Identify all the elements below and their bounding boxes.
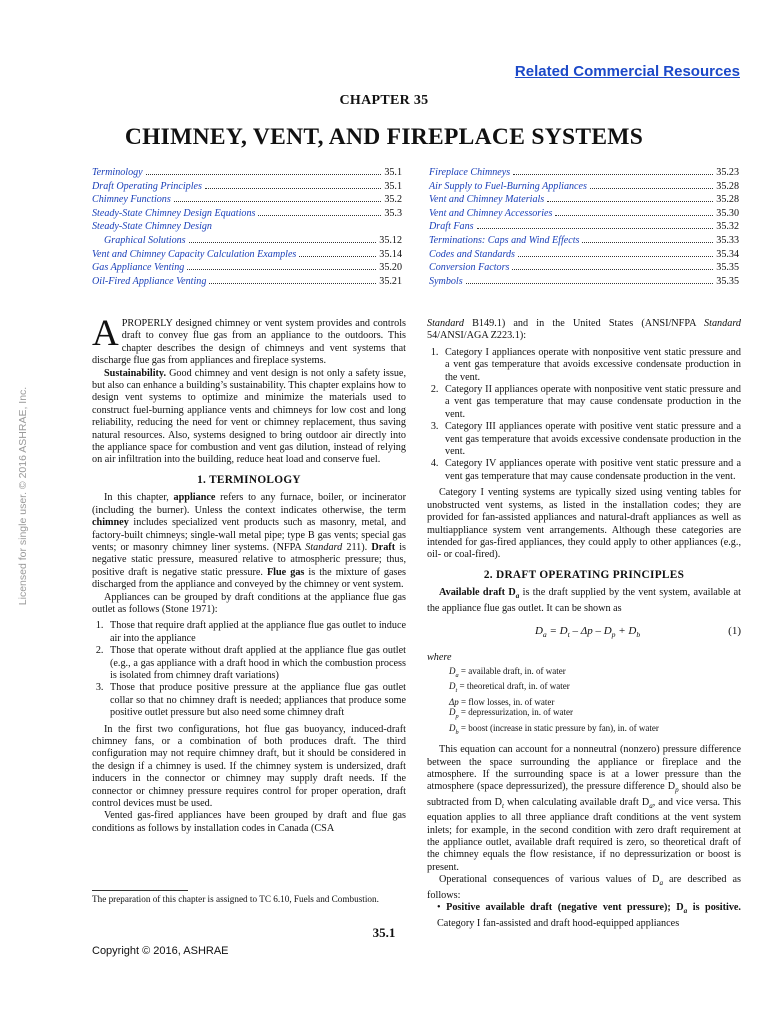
toc-entry-label: Graphical Solutions bbox=[104, 234, 186, 246]
related-commercial-resources-link[interactable]: Related Commercial Resources bbox=[514, 63, 740, 80]
toc-leader-dots bbox=[205, 188, 381, 189]
toc-leader-dots bbox=[258, 215, 381, 216]
toc-entry-page: 35.20 bbox=[379, 262, 402, 274]
toc-leader-dots bbox=[513, 174, 713, 175]
toc-entry-label: Chimney Functions bbox=[92, 194, 171, 206]
toc-entry-label: Vent and Chimney Materials bbox=[429, 194, 545, 206]
toc-entry-page: 35.3 bbox=[384, 207, 402, 219]
chapter-label: CHAPTER 35 bbox=[339, 93, 429, 108]
toc-entry[interactable] bbox=[429, 261, 739, 275]
toc-entry-label: Steady-State Chimney Design Equations bbox=[92, 207, 256, 219]
configuration-item: 1. Those that require draft applied at the appliance flue gas outlet to induce air into the appliance bbox=[106, 620, 406, 645]
body-right-column bbox=[427, 318, 741, 930]
license-watermark: Licensed for single user. © 2016 ASHRAE, Inc. bbox=[17, 386, 29, 606]
toc-entry[interactable] bbox=[92, 234, 402, 248]
toc-entry-page: 35.1 bbox=[384, 180, 402, 192]
toc-leader-dots bbox=[582, 242, 713, 243]
toc-entry-page: 35.1 bbox=[384, 167, 402, 178]
toc-entry[interactable] bbox=[429, 193, 739, 207]
toc-leader-dots bbox=[590, 188, 713, 189]
toc-entry-page: 35.34 bbox=[716, 248, 739, 260]
toc-entry-label: Air Supply to Fuel-Burning Appliances bbox=[429, 180, 587, 192]
intro-text: PROPERLY designed chimney or vent system provides and controls draft to convey flue gas from an appliance to the outdoors. This chapter describes the design of chimneys and vent systems that discharge flue gas from appliances and fireplace systems. bbox=[92, 318, 406, 367]
toc-entry[interactable] bbox=[92, 193, 402, 207]
toc-entry-label: Codes and Standards bbox=[429, 248, 515, 260]
toc-entry[interactable] bbox=[429, 275, 739, 289]
equation-1 bbox=[427, 625, 741, 642]
equation-explanation-paragraph: This equation can account for a nonneutral (nonzero) pressure difference between the space surrounding the appliance or fireplace and the atmosphere. If the surrounding space is at a lower pressure than the atmosphere (space depressurized), the pressure difference $D_p$ should also be subtracted from $D_t$ when calculating available draft $D_a$, and vice versa. This equation applies to all three appliance draft conditions at the vent system inlets; for example, in the second condition with zero draft requirement at the appliance outlet, available draft required is zero, so theoretical draft of the chimney equals the flow resistance, if no depressurization or boost is present. bbox=[427, 744, 741, 873]
toc-entry-page: 35.30 bbox=[716, 207, 739, 219]
toc-entry-page: 35.23 bbox=[716, 167, 739, 178]
toc-entry[interactable] bbox=[429, 234, 739, 248]
equation-body: $D_a = D_t - \Delta p - D_p + D_b$ bbox=[534, 624, 641, 640]
toc-entry[interactable] bbox=[92, 248, 402, 262]
intro-paragraph bbox=[92, 313, 406, 368]
toc-entry-page: 35.28 bbox=[716, 180, 739, 192]
available-draft-paragraph: Available draft $D_a$ is the draft supplied by the vent system, available at the appliance flue gas outlet. It can be shown as bbox=[427, 587, 741, 614]
toc-entry-page: 35.12 bbox=[379, 234, 402, 246]
configuration-list bbox=[92, 620, 406, 719]
toc-entry[interactable] bbox=[92, 180, 402, 194]
toc-entry[interactable] bbox=[92, 166, 402, 180]
toc-entry-label: Conversion Factors bbox=[429, 262, 510, 274]
category-list bbox=[427, 347, 741, 483]
symbol-definition: $D_t$ = theoretical draft, in. of water bbox=[449, 681, 570, 695]
toc-leader-dots bbox=[555, 215, 713, 216]
toc-right-column bbox=[429, 166, 739, 288]
drop-cap: A bbox=[92, 313, 119, 354]
category-paragraph: Category I venting systems are typically sized using venting tables for unobstructed vent systems, as listed in the installation codes; they are provided for fan-assisted appliances and natural-draft appliances as well as multiappliance system vent arrangements. Although these categories are intended for gas-fired appliances, they could apply to other appliances (e.g., oil- or coal-fired). bbox=[427, 487, 741, 561]
toc-leader-dots bbox=[547, 201, 713, 202]
toc-left-column bbox=[92, 166, 402, 288]
category-item: 3. Category III appliances operate with positive vent static pressure and a vent gas temperature that avoids excessive condensate production in the vent. bbox=[441, 421, 741, 458]
category-item: 2. Category II appliances operate with nonpositive vent static pressure and a vent gas temperature that may cause condensate production in the vent. bbox=[441, 384, 741, 421]
toc-entry[interactable] bbox=[429, 180, 739, 194]
toc-entry[interactable] bbox=[429, 220, 739, 234]
toc-entry[interactable] bbox=[429, 207, 739, 221]
toc-entry-label: Vent and Chimney Capacity Calculation Examples bbox=[92, 248, 297, 260]
toc-entry-label: Steady-State Chimney Design bbox=[92, 221, 212, 233]
toc-entry-label: Symbols bbox=[429, 275, 463, 287]
toc-leader-dots bbox=[477, 228, 714, 229]
toc-entry-label: Draft Fans bbox=[429, 221, 474, 233]
toc-entry-page: 35.35 bbox=[716, 275, 739, 287]
toc-entry[interactable] bbox=[429, 248, 739, 262]
symbol-definition: $D_a$ = available draft, in. of water bbox=[449, 665, 566, 679]
toc-entry-label: Terminations: Caps and Wind Effects bbox=[429, 234, 580, 246]
equation-number: (1) bbox=[728, 624, 741, 637]
toc-entry-page: 35.28 bbox=[716, 194, 739, 206]
page-number: 35.1 bbox=[372, 925, 396, 940]
footnote: The preparation of this chapter is assigned to TC 6.10, Fuels and Combustion. bbox=[92, 894, 379, 904]
toc-entry[interactable] bbox=[92, 261, 402, 275]
configuration-item: 2. Those that operate without draft applied at the appliance flue gas outlet (e.g., a gas appliance with a draft hood in which the combustion process is isolated from chimney draft variations) bbox=[106, 645, 406, 682]
toc-entry-page: 35.32 bbox=[716, 221, 739, 233]
sustainability-text: Good chimney and vent design is not only a safety issue, but also can enhance a building’s sustainability. This chapter explains how to design vent systems to optimize and minimize the materials used to construct fuel-burning appliance vents and chimneys for low cost and long reliability, reducing the need for vent or chimney replacement, thus saving natural resources. Also, systems designed to bring outdoor air directly into the appliance space for combustion and vent gas dilution, instead of relying on air infiltration into the building, reduce heat load and conserve fuel. bbox=[92, 367, 406, 466]
toc-entry-page: 35.2 bbox=[384, 194, 402, 206]
toc-entry[interactable] bbox=[429, 166, 739, 180]
configurations-paragraph: In the first two configurations, hot flue gas buoyancy, induced-draft chimney fans, or a combination of both produces draft. The third configuration may not require chimney draft, but it should be considered in the design if a chimney is used. If the chimney system is undersized, draft inducers in the connector or chimney may supply draft needs. If the connector or chimney pressure requires control for proper operation, draft control devices must be used. bbox=[92, 723, 406, 810]
page-title: CHIMNEY, VENT, AND FIREPLACE SYSTEMS bbox=[124, 124, 644, 150]
toc-entry-label: Vent and Chimney Accessories bbox=[429, 207, 553, 219]
symbol-definition: Δp = flow losses, in. of water bbox=[449, 696, 555, 707]
vented-appliances-paragraph: Vented gas-fired appliances have been grouped by draft and flue gas conditions as follows by installation codes in Canada (CSA bbox=[92, 810, 406, 834]
toc-entry[interactable] bbox=[92, 275, 402, 289]
symbol-definition: $D_p$ = depressurization, in. of water bbox=[449, 707, 573, 721]
toc-leader-dots bbox=[512, 269, 713, 270]
toc-entry-label: Oil-Fired Appliance Venting bbox=[92, 275, 207, 287]
toc-entry-page: 35.14 bbox=[379, 248, 402, 260]
toc-entry[interactable] bbox=[92, 207, 402, 221]
toc-entry-page: 35.33 bbox=[716, 234, 739, 246]
category-item: 1. Category I appliances operate with nonpositive vent static pressure and a vent gas temperature that avoids excessive condensate production in the vent. bbox=[441, 347, 741, 384]
section-heading-terminology: 1. TERMINOLOGY bbox=[197, 473, 301, 486]
where-label: where bbox=[427, 651, 452, 663]
symbol-definitions bbox=[427, 666, 741, 738]
codes-continuation: Standard B149.1) and in the United States (ANSI/NFPA Standard 54/ANSI/AGA Z223.1): bbox=[427, 318, 741, 342]
toc-leader-dots bbox=[146, 174, 382, 175]
toc-leader-dots bbox=[299, 256, 376, 257]
sustainability-label: Sustainability. bbox=[104, 367, 166, 379]
toc-entry-label: Draft Operating Principles bbox=[92, 180, 202, 192]
body-left-column bbox=[92, 313, 407, 835]
toc-entry-label: Gas Appliance Venting bbox=[92, 262, 185, 274]
section-heading-draft-principles: 2. DRAFT OPERATING PRINCIPLES bbox=[483, 568, 685, 581]
toc-leader-dots bbox=[209, 283, 376, 284]
footnote-rule bbox=[92, 890, 188, 891]
configuration-item: 3. Those that produce positive pressure at the appliance flue gas outlet collar so that no chimney draft is needed; appliances that produce some positive outlet pressure but also need some chimney draft bbox=[106, 682, 406, 719]
terminology-paragraph: In this chapter, appliance refers to any furnace, boiler, or incinerator (including the burner). Unless the context indicates otherwise, the term chimney includes specialized vent products such as masonry, metal, and factory-built chimneys; single-wall metal pipe; type B gas vents; special gas vents; or masonry chimney liner systems. (NFPA Standard 211). Draft is negative static pressure, measured relative to atmospheric pressure; thus, positive draft is negative static pressure. Flue gas is the mixture of gases discharged from the appliance and conveyed by the chimney or vent system. bbox=[92, 492, 407, 591]
toc-entry-label: Terminology bbox=[92, 167, 143, 178]
toc-leader-dots bbox=[187, 269, 376, 270]
operational-paragraph: Operational consequences of various values of $D_a$ are described as follows: bbox=[427, 874, 741, 901]
sustainability-paragraph bbox=[92, 368, 406, 467]
toc-leader-dots bbox=[189, 242, 377, 243]
category-item: 4. Category IV appliances operate with positive vent static pressure and a vent gas temperature that may cause condensate production in the vent. bbox=[441, 458, 741, 483]
toc-entry-page: 35.21 bbox=[379, 275, 402, 287]
symbol-definition: $D_b$ = boost (increase in static pressure by fan), in. of water bbox=[449, 722, 659, 736]
toc-leader-dots bbox=[518, 256, 713, 257]
toc-entry-page: 35.35 bbox=[716, 262, 739, 274]
toc-entry[interactable] bbox=[92, 220, 402, 234]
toc-entry-label: Fireplace Chimneys bbox=[429, 167, 511, 178]
toc-leader-dots bbox=[466, 283, 714, 284]
appliance-grouping-paragraph: Appliances can be grouped by draft conditions at the appliance flue gas outlet as follows (Stone 1971): bbox=[92, 591, 406, 615]
copyright-notice: Copyright © 2016, ASHRAE bbox=[92, 945, 229, 957]
toc-leader-dots bbox=[174, 201, 382, 202]
positive-draft-bullet: • Positive available draft (negative vent pressure); $D_a$ is positive. Category I fan-assisted and draft hood-equipped appliances bbox=[437, 902, 741, 929]
